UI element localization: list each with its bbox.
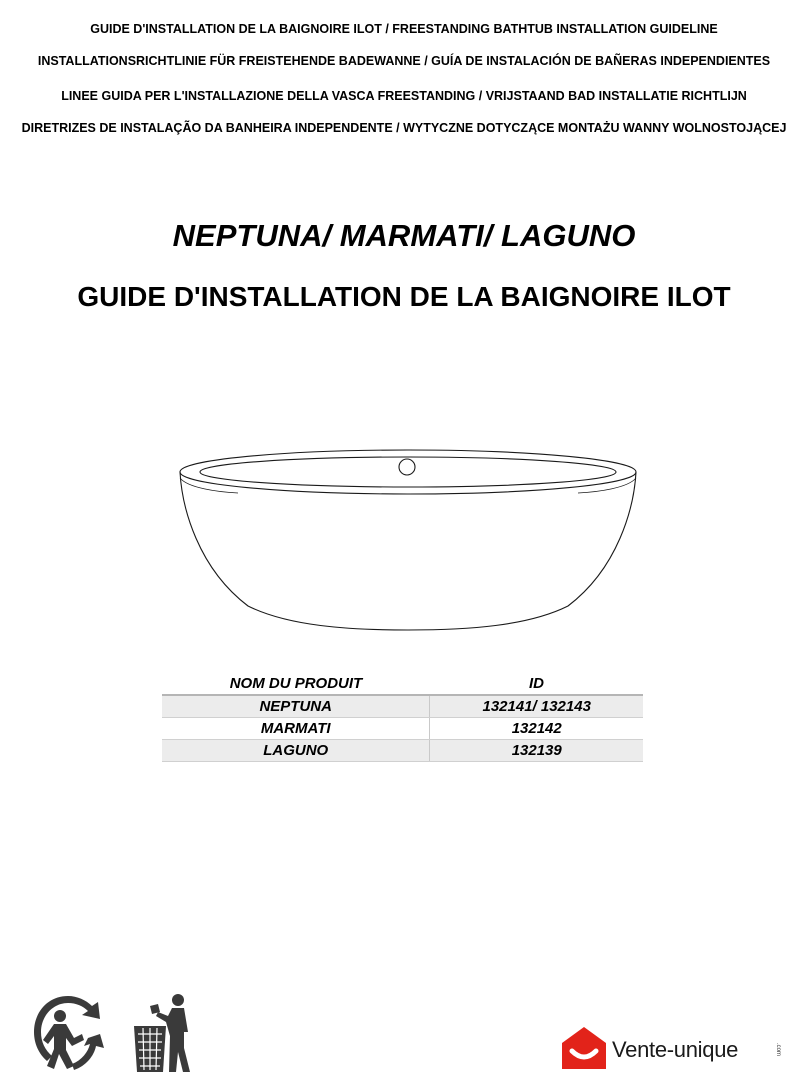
header-id: ID xyxy=(430,672,643,695)
product-id-cell: 132141/ 132143 xyxy=(430,695,643,718)
trash-bin-person-icon xyxy=(132,992,194,1074)
header-line-1: GUIDE D'INSTALLATION DE LA BAIGNOIRE ILOT / FREESTANDING BATHTUB INSTALLATION GUIDELINE xyxy=(90,22,718,36)
table-row xyxy=(162,695,643,718)
header-line-4: DIRETRIZES DE INSTALAÇÃO DA BANHEIRA INDEPENDENTE / WYTYCZNE DOTYCZĄCE MONTAŻU WANNY WOLNOSTOJĄCEJ xyxy=(21,121,787,135)
house-logo-icon xyxy=(560,1025,608,1071)
product-name-cell: NEPTUNA xyxy=(162,695,430,718)
header-line-2: INSTALLATIONSRICHTLINIE FÜR FREISTEHENDE BADEWANNE / GUÍA DE INSTALACIÓN DE BAÑERAS INDEPENDIENTES xyxy=(37,54,771,68)
product-name-cell: LAGUNO xyxy=(162,740,430,762)
table-row xyxy=(162,718,643,740)
bathtub-illustration xyxy=(178,448,638,634)
brand-suffix: .com xyxy=(775,1043,781,1057)
product-name-cell: MARMATI xyxy=(162,718,430,740)
header-line-3: LINEE GUIDA PER L'INSTALLAZIONE DELLA VASCA FREESTANDING / VRIJSTAAND BAD INSTALLATIE RICHTLIJN xyxy=(61,89,747,103)
recycling-person-icon xyxy=(30,994,108,1074)
table-row xyxy=(162,740,643,762)
brand-logo xyxy=(560,1025,790,1075)
header-product-name: NOM DU PRODUIT xyxy=(162,672,430,695)
product-id-cell: 132139 xyxy=(430,740,643,762)
document-title: GUIDE D'INSTALLATION DE LA BAIGNOIRE ILOT xyxy=(77,281,731,312)
brand-name: Vente-unique xyxy=(612,1037,739,1062)
product-id-cell: 132142 xyxy=(430,718,643,740)
table-header-row xyxy=(162,672,643,695)
product-table xyxy=(162,672,643,762)
models-title: NEPTUNA/ MARMATI/ LAGUNO xyxy=(172,218,636,253)
